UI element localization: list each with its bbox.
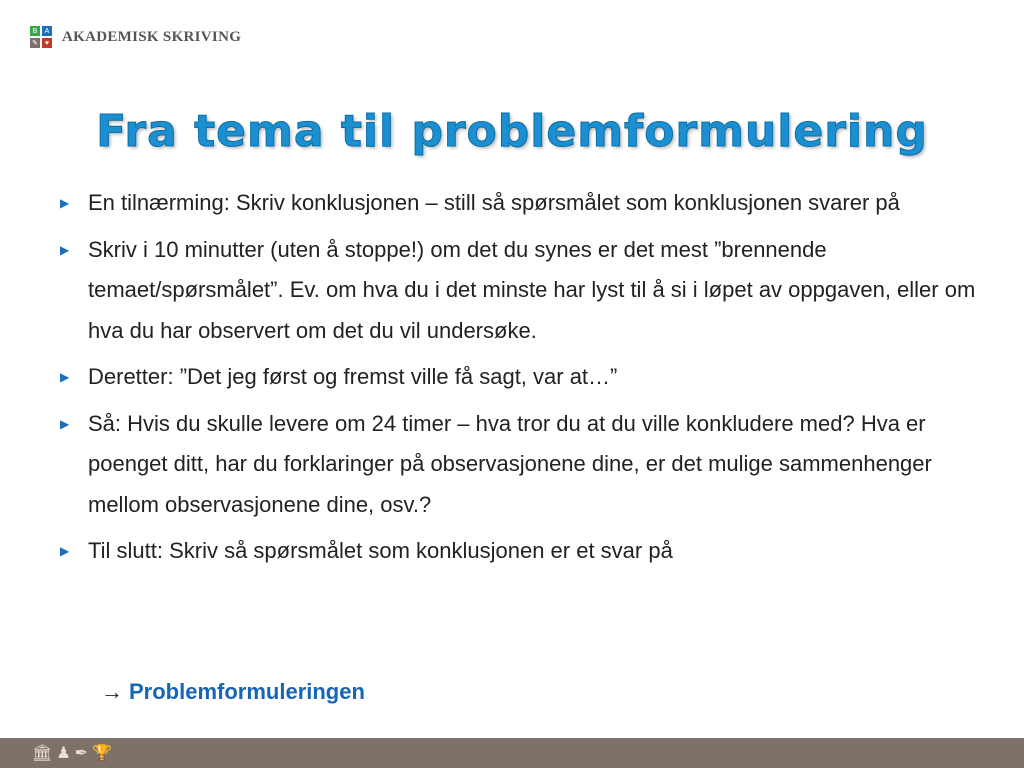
bullet-text: Så: Hvis du skulle levere om 24 timer – hva tror du at du ville konkludere med? Hva er poenget ditt, har du forklaringer på observasjonene dine, er det mulige sammenhenger mellom observasjonene dine, osv.? xyxy=(88,410,932,517)
bullet-item xyxy=(56,531,976,572)
bullet-triangle-icon: ▶ xyxy=(60,544,70,558)
pen-icon: ✒ xyxy=(74,745,89,762)
arrow-right-icon: → xyxy=(101,679,123,704)
logo-cell-green: B xyxy=(30,26,40,36)
bullet-triangle-icon: ▶ xyxy=(60,196,70,210)
logo-icon xyxy=(30,26,52,48)
bullet-text: Deretter: ”Det jeg først og fremst ville få sagt, var at…” xyxy=(88,364,618,389)
logo-cell-blue: A xyxy=(42,26,52,36)
bullet-triangle-icon: ▶ xyxy=(60,416,70,431)
bullet-text: Til slutt: Skriv så spørsmålet som konklusjonen er et svar på xyxy=(88,538,673,563)
bullet-text: En tilnærming: Skriv konklusjonen – still så spørsmålet som konklusjonen svarer på xyxy=(88,190,900,215)
bullet-list xyxy=(56,183,976,578)
trophy-icon: 🏆 xyxy=(92,745,112,762)
bullet-triangle-icon: ▶ xyxy=(60,242,70,257)
brand-header xyxy=(30,26,241,48)
bullet-item xyxy=(56,357,976,398)
conclusion-text: Problemformuleringen xyxy=(129,679,365,704)
footer-icons xyxy=(32,743,112,763)
page-title: Fra tema til problemformulering xyxy=(96,106,928,157)
bullet-item xyxy=(56,404,976,526)
bullet-item xyxy=(56,183,976,224)
footer-bar xyxy=(0,738,1024,768)
conclusion-line xyxy=(101,679,365,705)
brand-text: AKADEMISK SKRIVING xyxy=(62,28,242,45)
bullet-triangle-icon: ▶ xyxy=(60,370,70,384)
bullet-text: Skriv i 10 minutter (uten å stoppe!) om det du synes er det mest ”brennende temaet/spørsmålet”. Ev. om hva du i det minste har lyst til å si i løpet av oppgaven, eller om hva du har observert om det du vil undersøke. xyxy=(88,236,976,343)
bullet-item xyxy=(56,230,976,352)
logo-cell-red: ♥ xyxy=(42,38,52,48)
logo-cell-gray: ✎ xyxy=(30,38,40,48)
statue-icon: ♟ xyxy=(56,745,71,762)
museum-icon: 🏛 xyxy=(32,745,53,762)
